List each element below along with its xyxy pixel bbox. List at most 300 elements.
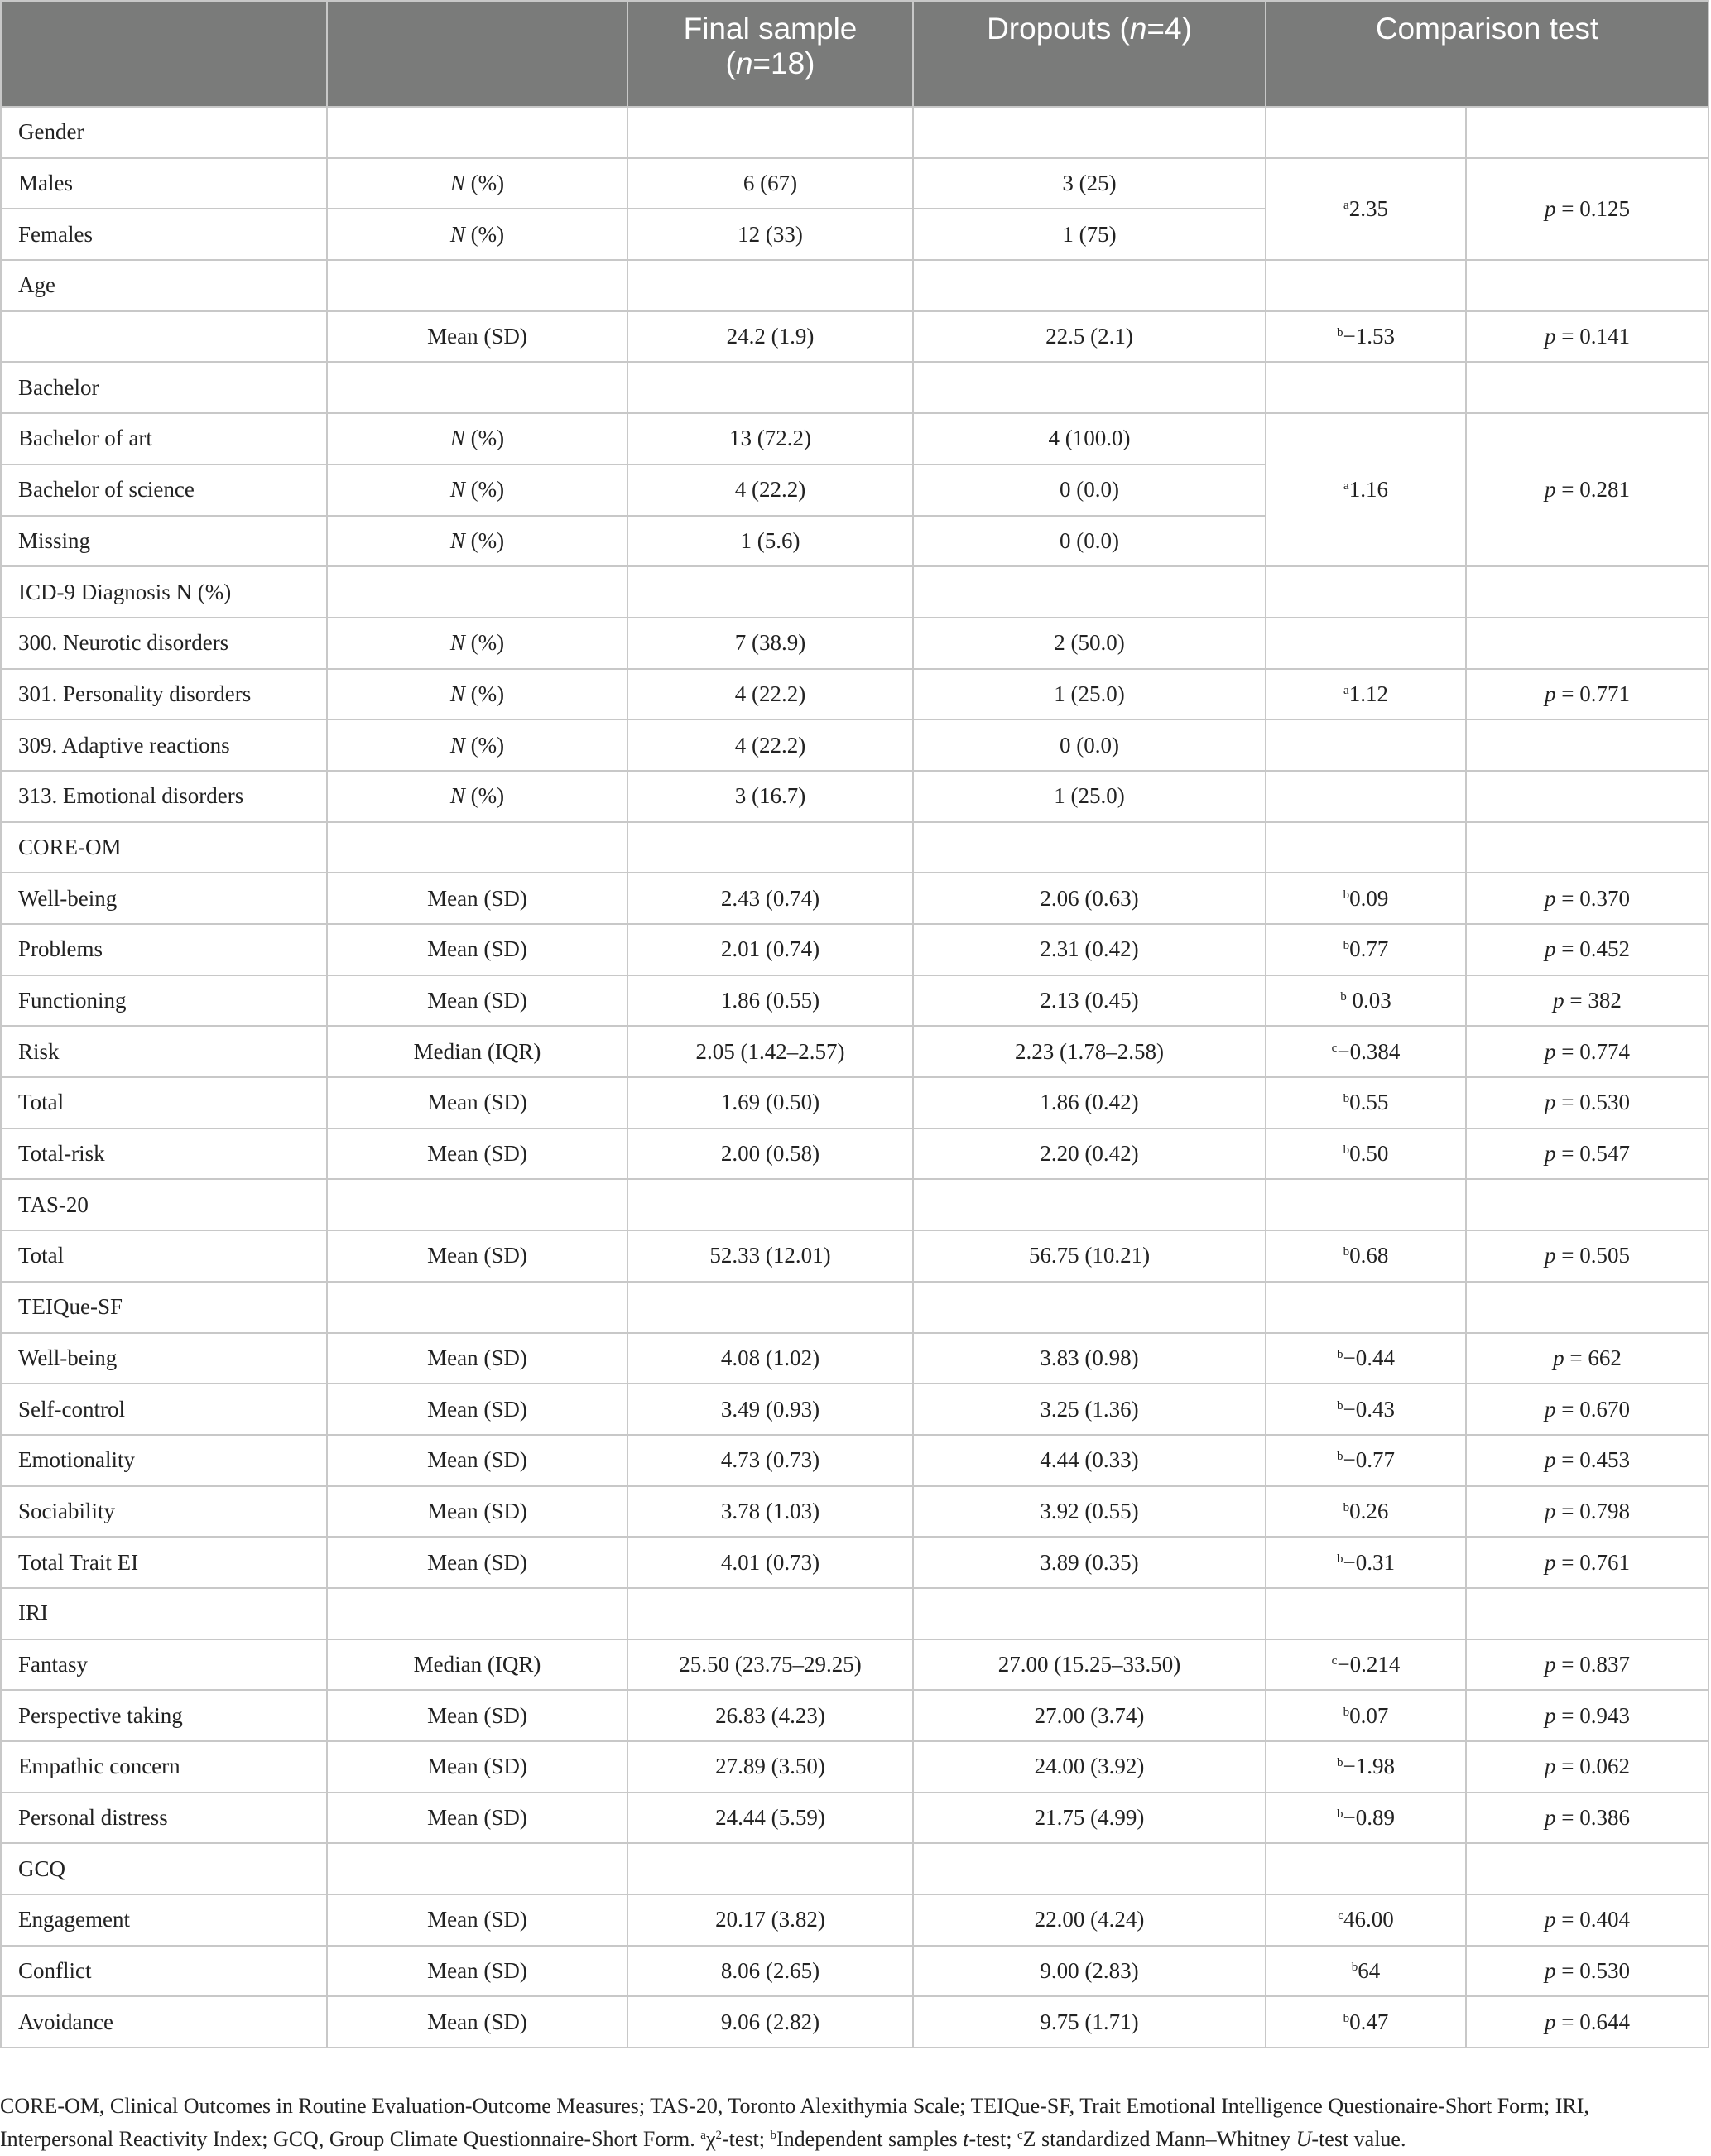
stat-n: N [449, 630, 465, 656]
header-dropouts: Dropouts (n=4) [913, 1, 1266, 107]
header-dropouts-n: n [1129, 12, 1147, 46]
table-row [1, 1077, 1709, 1129]
test-type-marker: b [1343, 939, 1350, 953]
statistic-cell: Mean (SD) [327, 1230, 627, 1282]
test-statistic-cell [1266, 1230, 1466, 1282]
dropouts-cell: 3.83 (0.98) [913, 1333, 1266, 1384]
test-value: 0.03 [1346, 988, 1391, 1013]
test-value: 0.68 [1349, 1243, 1389, 1268]
test-statistic-cell [1266, 1946, 1466, 1997]
final-sample-cell: 6 (67) [627, 158, 913, 209]
test-type-marker: c [1338, 1909, 1343, 1923]
statistic-cell: Mean (SD) [327, 924, 627, 975]
statistic-cell: Mean (SD) [327, 1946, 627, 1997]
final-sample-cell: 26.83 (4.23) [627, 1690, 913, 1741]
final-sample-cell: 27.89 (3.50) [627, 1741, 913, 1793]
empty-cell [1466, 1843, 1709, 1894]
empty-cell [327, 1179, 627, 1230]
header-comparison-test: Comparison test [1266, 1, 1709, 107]
row-label: Bachelor of science [1, 464, 327, 516]
dropouts-cell: 22.5 (2.1) [913, 311, 1266, 363]
p-value-cell [1466, 1435, 1709, 1486]
statistic-cell: Mean (SD) [327, 1486, 627, 1538]
final-sample-cell: 4.73 (0.73) [627, 1435, 913, 1486]
stat-n: N [449, 783, 465, 809]
header-dropouts-label: Dropouts ( [987, 12, 1130, 46]
stat-rest: (%) [464, 527, 505, 553]
p-symbol: p [1545, 1447, 1556, 1473]
test-statistic-cell [1266, 311, 1466, 363]
test-type-marker: b [1337, 326, 1343, 340]
section-label: Gender [1, 107, 327, 158]
dropouts-cell: 2.23 (1.78–2.58) [913, 1026, 1266, 1077]
final-sample-cell: 4.08 (1.02) [627, 1333, 913, 1384]
test-type-marker: b [1337, 1756, 1343, 1770]
table-row [1, 669, 1709, 720]
p-value: = 0.370 [1555, 885, 1630, 911]
section-row [1, 1282, 1709, 1333]
table-row [1, 1333, 1709, 1384]
table-row [1, 413, 1709, 464]
p-value: = 0.644 [1555, 2009, 1630, 2034]
row-label: Bachelor of art [1, 413, 327, 464]
test-statistic-cell [1266, 873, 1466, 924]
row-label: 301. Personality disorders [1, 669, 327, 720]
p-symbol: p [1545, 1805, 1556, 1831]
test-type-marker: a [1343, 198, 1349, 212]
p-value: = 0.404 [1555, 1907, 1630, 1932]
statistic-cell [327, 516, 627, 567]
final-sample-cell: 12 (33) [627, 209, 913, 260]
test-value: 0.26 [1349, 1498, 1389, 1523]
test-value: 1.16 [1348, 477, 1388, 503]
dropouts-cell: 2.31 (0.42) [913, 924, 1266, 975]
p-value-cell [1466, 413, 1709, 566]
dropouts-cell: 2.20 (0.42) [913, 1129, 1266, 1180]
empty-cell [1466, 260, 1709, 311]
p-value-cell [1466, 1129, 1709, 1180]
row-label: Avoidance [1, 1996, 327, 2048]
table-row [1, 719, 1709, 771]
stat-n: N [449, 171, 465, 196]
p-symbol: p [1545, 681, 1556, 706]
empty-cell [627, 1588, 913, 1639]
section-row [1, 260, 1709, 311]
dropouts-cell: 4.44 (0.33) [913, 1435, 1266, 1486]
dropouts-cell: 27.00 (15.25–33.50) [913, 1639, 1266, 1691]
dropouts-cell: 0 (0.0) [913, 516, 1266, 567]
section-label: GCQ [1, 1843, 327, 1894]
stat-rest: (%) [464, 426, 505, 451]
empty-cell [627, 260, 913, 311]
section-label: ICD-9 Diagnosis N (%) [1, 566, 327, 618]
footnote-c-u: U [1295, 2127, 1312, 2151]
p-value-cell [1466, 1996, 1709, 2048]
test-value: −1.98 [1343, 1754, 1395, 1779]
test-value: 0.77 [1349, 936, 1389, 962]
row-label: Males [1, 158, 327, 209]
test-type-marker: b [1343, 1500, 1350, 1514]
test-value: −0.384 [1337, 1038, 1401, 1064]
empty-cell [627, 1179, 913, 1230]
statistic-cell: Mean (SD) [327, 873, 627, 924]
header-final-label: Final sample [683, 12, 858, 46]
dropouts-cell: 9.75 (1.71) [913, 1996, 1266, 2048]
stat-n: N [449, 221, 465, 247]
table-row [1, 1996, 1709, 2048]
p-value-cell [1466, 1486, 1709, 1538]
table-row [1, 1793, 1709, 1844]
stat-rest: (%) [464, 783, 505, 809]
empty-cell [913, 107, 1266, 158]
empty-cell [627, 107, 913, 158]
empty-cell [1266, 107, 1466, 158]
test-value: 2.35 [1348, 195, 1388, 221]
table-row [1, 1486, 1709, 1538]
empty-cell [913, 260, 1266, 311]
test-type-marker: b [1337, 1450, 1343, 1464]
test-statistic-cell [1266, 1793, 1466, 1844]
dropouts-cell: 1 (25.0) [913, 669, 1266, 720]
statistic-cell: Mean (SD) [327, 1741, 627, 1793]
table-row [1, 1946, 1709, 1997]
empty-cell [913, 566, 1266, 618]
empty-cell [913, 1179, 1266, 1230]
statistic-cell: Median (IQR) [327, 1639, 627, 1691]
empty-cell [627, 822, 913, 873]
test-type-marker: b [1343, 1245, 1350, 1259]
test-value: 46.00 [1343, 1907, 1394, 1932]
test-value: 64 [1358, 1958, 1381, 1984]
test-value: 0.47 [1349, 2009, 1389, 2034]
empty-cell [627, 1843, 913, 1894]
final-sample-cell: 25.50 (23.75–29.25) [627, 1639, 913, 1691]
test-statistic-cell [1266, 1026, 1466, 1077]
row-label: Missing [1, 516, 327, 567]
footnote-b-t: t [963, 2127, 969, 2151]
final-sample-cell: 1.86 (0.55) [627, 975, 913, 1027]
stat-n: N [449, 477, 465, 503]
statistic-cell: Mean (SD) [327, 1894, 627, 1946]
final-sample-cell: 20.17 (3.82) [627, 1894, 913, 1946]
section-label: Age [1, 260, 327, 311]
final-sample-cell: 52.33 (12.01) [627, 1230, 913, 1282]
section-row [1, 1179, 1709, 1230]
empty-cell [327, 362, 627, 413]
row-label: Females [1, 209, 327, 260]
dropouts-cell: 3.89 (0.35) [913, 1537, 1266, 1588]
dropouts-cell: 2.13 (0.45) [913, 975, 1266, 1027]
final-sample-cell: 8.06 (2.65) [627, 1946, 913, 1997]
table-row [1, 924, 1709, 975]
empty-cell [627, 566, 913, 618]
dropouts-cell: 9.00 (2.83) [913, 1946, 1266, 1997]
p-symbol: p [1545, 1090, 1556, 1115]
test-value: −0.44 [1343, 1345, 1395, 1370]
final-sample-cell: 2.01 (0.74) [627, 924, 913, 975]
test-type-marker: b [1343, 2011, 1350, 2025]
p-value: = 0.452 [1555, 936, 1630, 962]
dropouts-cell: 22.00 (4.24) [913, 1894, 1266, 1946]
dropouts-cell: 27.00 (3.74) [913, 1690, 1266, 1741]
row-label: Total [1, 1230, 327, 1282]
empty-cell [327, 107, 627, 158]
final-sample-cell: 4 (22.2) [627, 719, 913, 771]
p-value: = 0.837 [1555, 1651, 1630, 1677]
statistic-cell: Mean (SD) [327, 311, 627, 363]
empty-cell [913, 1843, 1266, 1894]
stat-rest: (%) [464, 171, 505, 196]
final-sample-cell: 2.00 (0.58) [627, 1129, 913, 1180]
dropouts-cell: 0 (0.0) [913, 464, 1266, 516]
final-sample-cell: 4 (22.2) [627, 669, 913, 720]
test-value: −1.53 [1343, 324, 1395, 349]
empty-cell [327, 1843, 627, 1894]
row-label: Personal distress [1, 1793, 327, 1844]
p-value-cell [1466, 158, 1709, 260]
final-sample-cell: 4 (22.2) [627, 464, 913, 516]
p-value-cell [1466, 1690, 1709, 1741]
dropouts-cell: 3.92 (0.55) [913, 1486, 1266, 1538]
p-value-cell [1466, 771, 1709, 822]
statistic-cell: Mean (SD) [327, 1690, 627, 1741]
table-row [1, 158, 1709, 209]
p-value: = 0.453 [1555, 1447, 1630, 1473]
test-statistic-cell [1266, 1384, 1466, 1435]
stat-rest: (%) [464, 681, 505, 706]
final-sample-cell: 3.78 (1.03) [627, 1486, 913, 1538]
row-label: 309. Adaptive reactions [1, 719, 327, 771]
test-value: −0.89 [1343, 1805, 1395, 1831]
empty-cell [627, 1282, 913, 1333]
test-value: 0.07 [1349, 1702, 1389, 1728]
test-statistic-cell [1266, 1996, 1466, 2048]
statistic-cell: Mean (SD) [327, 1129, 627, 1180]
statistic-cell: Mean (SD) [327, 975, 627, 1027]
final-sample-cell: 4.01 (0.73) [627, 1537, 913, 1588]
p-value-cell [1466, 1537, 1709, 1588]
p-symbol: p [1545, 477, 1556, 503]
final-sample-cell: 1.69 (0.50) [627, 1077, 913, 1129]
table-row [1, 1690, 1709, 1741]
header-statistic [327, 1, 627, 107]
empty-cell [1266, 1588, 1466, 1639]
row-label: Total [1, 1077, 327, 1129]
p-value-cell [1466, 1639, 1709, 1691]
p-value: = 0.771 [1555, 681, 1630, 706]
row-label: Self-control [1, 1384, 327, 1435]
footnote-a-tail: -test; [722, 2127, 765, 2151]
empty-cell [627, 362, 913, 413]
section-row [1, 107, 1709, 158]
test-statistic-cell [1266, 618, 1466, 669]
row-label: Conflict [1, 1946, 327, 1997]
dropouts-cell: 1 (25.0) [913, 771, 1266, 822]
p-symbol: p [1545, 1243, 1556, 1268]
p-value: = 0.774 [1555, 1038, 1630, 1064]
test-type-marker: b [1337, 1807, 1343, 1822]
test-value: −0.214 [1337, 1651, 1401, 1677]
test-type-marker: b [1343, 1092, 1350, 1106]
test-value: 0.50 [1349, 1141, 1389, 1167]
statistic-cell [327, 209, 627, 260]
statistic-cell [327, 669, 627, 720]
p-value-cell [1466, 1946, 1709, 1997]
test-type-marker: b [1337, 1398, 1343, 1412]
p-symbol: p [1545, 885, 1556, 911]
statistic-cell [327, 719, 627, 771]
test-statistic-cell [1266, 669, 1466, 720]
stat-n: N [449, 681, 465, 706]
final-sample-cell: 2.43 (0.74) [627, 873, 913, 924]
statistic-cell [327, 413, 627, 464]
table-row [1, 1894, 1709, 1946]
footnote-b-tail: -test; [968, 2127, 1012, 2151]
p-symbol: p [1545, 1907, 1556, 1932]
p-value-cell [1466, 1384, 1709, 1435]
empty-cell [327, 566, 627, 618]
row-label: Engagement [1, 1894, 327, 1946]
p-symbol: p [1545, 1754, 1556, 1779]
test-statistic-cell [1266, 158, 1466, 260]
statistic-cell [327, 618, 627, 669]
test-statistic-cell [1266, 413, 1466, 566]
table-body [1, 107, 1709, 2048]
final-sample-cell: 3.49 (0.93) [627, 1384, 913, 1435]
statistic-cell: Mean (SD) [327, 1996, 627, 2048]
row-label: Perspective taking [1, 1690, 327, 1741]
test-value: −0.43 [1343, 1396, 1395, 1422]
p-value: = 0.530 [1555, 1958, 1630, 1984]
dropouts-cell: 2.06 (0.63) [913, 873, 1266, 924]
p-symbol: p [1545, 1141, 1556, 1167]
statistic-cell: Mean (SD) [327, 1793, 627, 1844]
section-label: Bachelor [1, 362, 327, 413]
dropouts-cell: 4 (100.0) [913, 413, 1266, 464]
dropouts-cell: 0 (0.0) [913, 719, 1266, 771]
table-row [1, 1026, 1709, 1077]
p-value: = 0.505 [1555, 1243, 1630, 1268]
section-label: CORE-OM [1, 822, 327, 873]
statistic-cell [327, 158, 627, 209]
statistic-cell: Median (IQR) [327, 1026, 627, 1077]
p-value-cell [1466, 719, 1709, 771]
dropouts-cell: 24.00 (3.92) [913, 1741, 1266, 1793]
stat-n: N [449, 732, 465, 758]
dropouts-cell: 2 (50.0) [913, 618, 1266, 669]
empty-cell [1266, 1282, 1466, 1333]
row-label: Sociability [1, 1486, 327, 1538]
empty-cell [327, 1588, 627, 1639]
test-value: 1.12 [1348, 681, 1388, 706]
section-label: IRI [1, 1588, 327, 1639]
row-label: Empathic concern [1, 1741, 327, 1793]
p-value: = 0.386 [1555, 1805, 1630, 1831]
statistic-cell [327, 771, 627, 822]
p-value-cell [1466, 1077, 1709, 1129]
section-label: TAS-20 [1, 1179, 327, 1230]
test-statistic-cell [1266, 975, 1466, 1027]
test-statistic-cell [1266, 1537, 1466, 1588]
test-value: 0.09 [1349, 885, 1389, 911]
p-symbol: p [1545, 1651, 1556, 1677]
empty-cell [327, 1282, 627, 1333]
p-value: = 0.798 [1555, 1498, 1630, 1523]
empty-cell [913, 362, 1266, 413]
footnote-c-marker: c [1017, 2129, 1023, 2142]
test-statistic-cell [1266, 1741, 1466, 1793]
table-row [1, 1537, 1709, 1588]
section-row [1, 1588, 1709, 1639]
stat-rest: (%) [464, 477, 505, 503]
test-type-marker: b [1340, 990, 1347, 1004]
p-value-cell [1466, 1230, 1709, 1282]
p-symbol: p [1545, 1038, 1556, 1064]
row-label [1, 311, 327, 363]
test-value: 0.55 [1349, 1090, 1389, 1115]
p-value-cell [1466, 1333, 1709, 1384]
p-value: = 382 [1564, 988, 1622, 1013]
empty-cell [1266, 822, 1466, 873]
test-statistic-cell [1266, 1129, 1466, 1180]
test-type-marker: a [1343, 479, 1349, 493]
footnote-c-text: Z standardized Mann–Whitney [1022, 2127, 1291, 2151]
p-value: = 0.943 [1555, 1702, 1630, 1728]
final-sample-cell: 13 (72.2) [627, 413, 913, 464]
footnote-a-chi: χ [705, 2127, 716, 2151]
test-type-marker: c [1331, 1041, 1338, 1055]
stat-n: N [449, 527, 465, 553]
footnote-b-marker: b [770, 2129, 776, 2142]
table-row [1, 975, 1709, 1027]
test-type-marker: b [1337, 1552, 1343, 1566]
final-sample-cell: 24.44 (5.59) [627, 1793, 913, 1844]
stat-rest: (%) [464, 630, 505, 656]
row-label: 313. Emotional disorders [1, 771, 327, 822]
final-sample-cell: 9.06 (2.82) [627, 1996, 913, 2048]
table-row [1, 1230, 1709, 1282]
empty-cell [1266, 1179, 1466, 1230]
test-type-marker: a [1343, 683, 1349, 697]
test-type-marker: c [1331, 1653, 1338, 1668]
p-value-cell [1466, 311, 1709, 363]
empty-cell [913, 1282, 1266, 1333]
table-row [1, 1435, 1709, 1486]
p-symbol: p [1545, 936, 1556, 962]
test-statistic-cell [1266, 1894, 1466, 1946]
dropouts-cell: 1 (75) [913, 209, 1266, 260]
table-row [1, 873, 1709, 924]
p-value-cell [1466, 1026, 1709, 1077]
empty-cell [1266, 1843, 1466, 1894]
p-value: = 0.761 [1555, 1549, 1630, 1575]
statistic-cell: Mean (SD) [327, 1537, 627, 1588]
section-label: TEIQue-SF [1, 1282, 327, 1333]
header-row [1, 1, 1709, 107]
p-symbol: p [1545, 2009, 1556, 2034]
section-row [1, 1843, 1709, 1894]
table-row [1, 1129, 1709, 1180]
final-sample-cell: 7 (38.9) [627, 618, 913, 669]
footnote-a-marker: a [700, 2129, 706, 2142]
p-symbol: p [1545, 1549, 1556, 1575]
empty-cell [913, 822, 1266, 873]
stat-n: N [449, 426, 465, 451]
p-value-cell [1466, 873, 1709, 924]
dropouts-cell: 3 (25) [913, 158, 1266, 209]
test-type-marker: b [1343, 888, 1350, 902]
test-value: −0.31 [1343, 1549, 1395, 1575]
